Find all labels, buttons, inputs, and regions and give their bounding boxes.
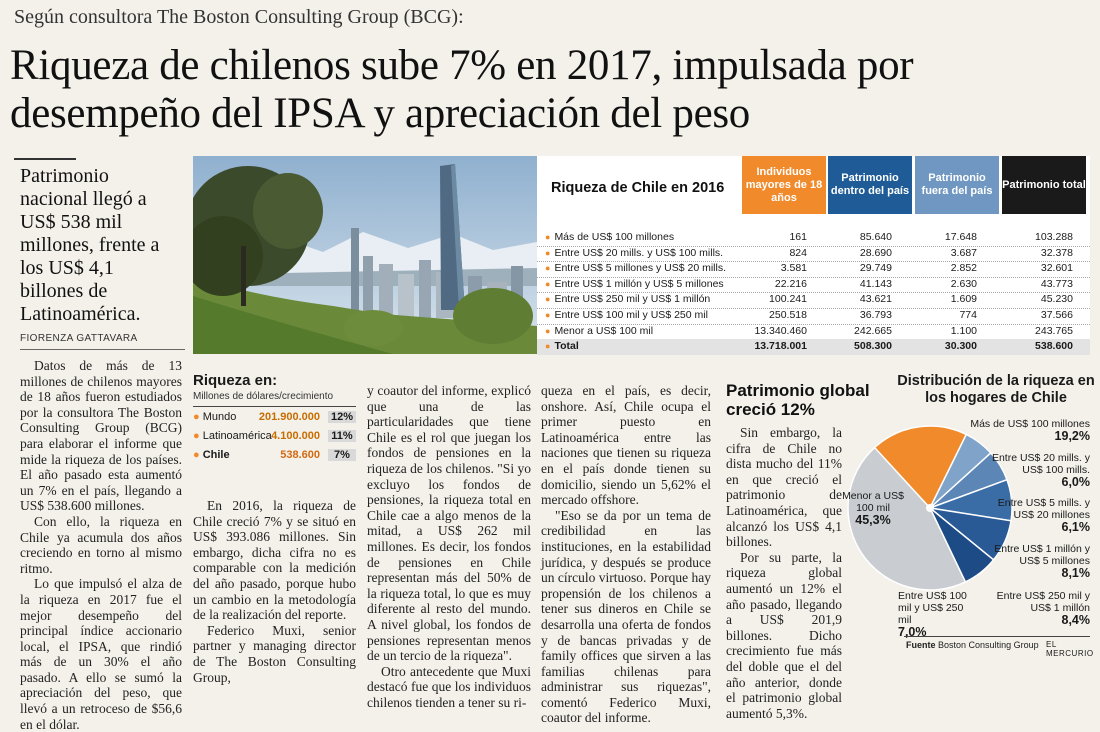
col5-paragraph: Por su parte, la riqueza global aumentó un 12% el año pasado, llegando a US$ 201,9 billones. Dicho crecimiento fue más del doble que el del año anterior, donde el patrimonio global aumentó 5,3%. <box>726 549 842 721</box>
riqueza-name <box>193 430 272 442</box>
row-value: 3.687 <box>950 246 977 259</box>
pie-label <box>940 418 1090 443</box>
bullet-icon: ● <box>545 278 551 289</box>
col4-paragraph: queza en el país, es decir, onshore. Así, Chile ocupa el primer puesto en Latinoamérica entre las naciones que tienen su riqueza en el país donde tienen su domicilio, siendo un 5,62% el mercado offshore. <box>541 383 711 508</box>
newspaper-name: EL MERCURIO <box>1046 640 1094 658</box>
pie-label <box>985 452 1090 489</box>
pie-label-text: Entre US$ 5 mills. y US$ 20 millones <box>997 497 1090 521</box>
riqueza-row <box>193 430 356 447</box>
pie-label-value: 19,2% <box>1054 429 1090 443</box>
source-name: Boston Consulting Group <box>938 640 1039 650</box>
body-column-4 <box>541 383 711 726</box>
row-value: 508.300 <box>854 340 892 353</box>
table-row <box>537 277 1090 294</box>
row-value: 824 <box>789 246 807 259</box>
row-value: 28.690 <box>859 246 892 259</box>
row-value: 2.630 <box>950 277 977 290</box>
row-value: 250.518 <box>769 309 807 321</box>
row-value: 243.765 <box>1035 324 1073 337</box>
riqueza-name-text: Mundo <box>202 411 237 423</box>
table-row <box>537 292 1090 309</box>
row-label <box>545 278 724 290</box>
pie-label-value: 45,3% <box>855 513 891 527</box>
pie-title: Distribución de la riqueza en los hogares de Chile <box>897 373 1095 406</box>
wealth-table <box>537 156 1090 354</box>
col1-paragraph: Con ello, la riqueza en Chile ya acumula dos años creciendo en torno al mismo ritmo. <box>20 513 182 576</box>
row-label-text: Menor a US$ 100 mil <box>554 324 654 337</box>
row-value: 45.230 <box>1040 293 1073 306</box>
riqueza-value: 201.900.000 <box>258 411 320 423</box>
riqueza-name-text: Chile <box>202 449 230 461</box>
row-value: 774 <box>959 309 977 321</box>
row-label <box>545 231 674 243</box>
row-value: 85.640 <box>859 231 892 243</box>
row-label <box>545 293 710 305</box>
row-value: 2.852 <box>950 262 977 275</box>
col3-paragraph: y coautor del informe, explicó que una de las particularidades que tiene Chile es el rol que juegan los fondos de pensiones en la riqueza de los chilenos. "Si yo excluyo los fondos de pensiones, la riqueza total en Chile cae a algo menos de la mitad, a US$ 262 mil millones. Es decir, los fondos de pensiones en Chile representan más del 50% de la riqueza total, lo que es muy diferente al resto del mundo. A nivel global, los fondos de pensiones representan menos de un tercio de la riqueza". <box>367 383 531 664</box>
row-value: 30.300 <box>944 340 977 353</box>
santiago-skyline-photo <box>193 156 537 354</box>
row-label <box>545 262 726 274</box>
bullet-icon: ● <box>193 411 203 423</box>
pie-label-value: 7,0% <box>898 625 927 639</box>
row-label-text: Entre US$ 5 millones y US$ 20 mills. <box>554 262 727 275</box>
row-value: 538.600 <box>1035 340 1073 353</box>
riqueza-row <box>193 411 356 428</box>
row-value: 32.601 <box>1040 262 1073 275</box>
col3-paragraph: Otro antecedente que Muxi destacó fue que los individuos chilenos tienden a tener su ri- <box>367 663 531 710</box>
row-value: 29.749 <box>859 262 892 275</box>
footer-rule <box>904 636 1090 637</box>
row-label <box>545 309 708 321</box>
body-column-3 <box>367 383 531 710</box>
row-label-text: Entre US$ 100 mil y US$ 250 mil <box>554 309 708 321</box>
table-title: Riqueza de Chile en 2016 <box>551 180 725 196</box>
row-label <box>545 340 579 352</box>
body-column-2 <box>193 498 356 685</box>
table-header: Patrimonio total <box>1002 156 1086 214</box>
table-header: Patrimonio dentro del país <box>828 156 912 214</box>
row-value: 22.216 <box>774 277 807 290</box>
pie-label-text: Entre US$ 100 mil y US$ 250 mil <box>898 590 967 626</box>
bullet-icon: ● <box>545 341 551 352</box>
row-value: 13.340.460 <box>754 324 807 337</box>
col1-paragraph: Datos de más de 13 millones de chilenos mayores de 18 años fueron estudiados por la consultora The Boston Consulting Group (BCG) para elaborar el informe que mide la riqueza de los países. El año pasado esta aumentó un 7% en el país, llegando a US$ 538.600 millones. <box>20 358 182 514</box>
row-value: 32.378 <box>1040 246 1073 259</box>
pie-label-text: Entre US$ 20 mills. y US$ 100 mills. <box>991 452 1090 476</box>
bullet-icon: ● <box>193 430 203 442</box>
table-row <box>537 261 1090 278</box>
table-row <box>537 324 1090 341</box>
riqueza-growth: 12% <box>328 411 356 423</box>
section-title: Patrimonio global creció 12% <box>726 381 870 419</box>
riqueza-box-subtitle: Millones de dólares/crecimiento <box>193 391 356 407</box>
riqueza-box <box>193 372 356 466</box>
riqueza-value: 538.600 <box>280 449 320 461</box>
bullet-icon: ● <box>545 325 551 336</box>
row-value: 36.793 <box>859 309 892 321</box>
bullet-icon: ● <box>545 232 551 242</box>
bullet-icon: ● <box>193 449 203 461</box>
row-value: 13.718.001 <box>754 340 807 353</box>
table-total-row <box>537 339 1090 355</box>
bullet-icon: ● <box>545 310 551 320</box>
body-column-5 <box>726 425 842 721</box>
row-value: 1.100 <box>950 324 977 337</box>
row-label <box>545 247 723 259</box>
riqueza-name <box>193 449 230 461</box>
bullet-icon: ● <box>545 263 551 274</box>
pie-label-text: Entre US$ 250 mil y US$ 1 millón <box>996 590 1090 614</box>
row-value: 37.566 <box>1040 309 1073 321</box>
row-value: 242.665 <box>854 324 892 337</box>
row-value: 161 <box>789 231 807 243</box>
source-label: Fuente <box>906 640 936 650</box>
riqueza-box-title: Riqueza en: <box>193 372 278 389</box>
pie-label-value: 8,4% <box>1061 613 1090 627</box>
byline-rule <box>20 349 185 350</box>
row-label-text: Más de US$ 100 millones <box>554 231 675 243</box>
col4-paragraph: "Eso se da por un tema de credibilidad en las instituciones, en la estabilidad jurídica, y después se produce un círculo virtuoso. Porque hay propensión de los chilenos a tener sus dineros en Chile se desarrolla una oferta de fondos y de bancas privadas y de family offices que sirven a las familias chilenas para administrar sus riquezas", comentó Federico Muxi, coautor del informe. <box>541 507 711 726</box>
riqueza-growth: 11% <box>328 430 356 442</box>
pie-label-value: 8,1% <box>1061 566 1090 580</box>
pie-label <box>985 590 1090 627</box>
pie-label <box>985 543 1090 580</box>
headline: Riqueza de chilenos sube 7% en 2017, impulsada por desempeño del IPSA y apreciación del peso <box>10 42 914 137</box>
bullet-icon: ● <box>545 247 551 258</box>
table-row <box>537 246 1090 263</box>
pie-label-text: Entre US$ 1 millón y US$ 5 millones <box>994 543 1090 567</box>
pie-label-value: 6,0% <box>1061 475 1090 489</box>
row-label-text: Entre US$ 1 millón y US$ 5 millones <box>554 277 724 290</box>
byline: FIORENZA GATTAVARA <box>20 333 138 344</box>
row-value: 1.609 <box>950 293 977 306</box>
pie-center <box>926 504 934 512</box>
lead-rule <box>14 158 76 160</box>
col5-paragraph: Sin embargo, la cifra de Chile no dista mucho del 11% en que creció el patrimonio de Latinoamérica, que alcanzó los US$ 4,1 billones. <box>726 425 842 550</box>
pie-label <box>840 490 906 527</box>
row-value: 43.621 <box>859 293 892 306</box>
row-label-text: Entre US$ 20 mills. y US$ 100 mills. <box>554 246 724 259</box>
row-value: 43.773 <box>1040 277 1073 290</box>
row-value: 17.648 <box>944 231 977 243</box>
row-value: 3.581 <box>780 262 807 275</box>
riqueza-value: 4.100.000 <box>271 430 320 442</box>
riqueza-name-text: Latinoamérica <box>202 430 272 442</box>
row-value: 100.241 <box>769 293 807 306</box>
body-column-1 <box>20 358 182 732</box>
row-label-text: Entre US$ 250 mil y US$ 1 millón <box>554 293 711 306</box>
bullet-icon: ● <box>545 294 551 305</box>
table-header: Individuos mayores de 18 años <box>742 156 826 214</box>
col2-paragraph: En 2016, la riqueza de Chile creció 7% y se situó en US$ 393.086 millones. Sin embargo, dicha cifra no es comparable con la medición del año pasado, porque hubo un cambio en la metodología de la realización del reporte. <box>193 498 356 623</box>
table-row <box>537 308 1090 325</box>
row-value: 41.143 <box>859 277 892 290</box>
row-label-text: Total <box>554 340 579 353</box>
source-note <box>906 640 1039 650</box>
row-value: 103.288 <box>1035 231 1073 243</box>
kicker: Según consultora The Boston Consulting Group (BCG): <box>14 6 464 28</box>
col1-paragraph: Lo que impulsó el alza de la riqueza en 2017 fue el mejor desempeño del principal índice accionario local, el IPSA, que rindió más de un 30% el año pasado. A ello se sumó la apreciación del peso, que llevó a un retroceso de $56,6 en el dólar. <box>20 576 182 732</box>
pie-label-value: 6,1% <box>1061 520 1090 534</box>
table-row <box>537 230 1090 247</box>
col2-paragraph: Federico Muxi, senior partner y managing director de The Boston Consulting Group, <box>193 622 356 685</box>
table-header: Patrimonio fuera del país <box>915 156 999 214</box>
lead: Patrimonio nacional llegó a US$ 538 mil millones, frente a los US$ 4,1 billones de Latinoamérica. <box>20 165 160 325</box>
pie-label-text: Más de US$ 100 millones <box>970 418 1090 430</box>
pie-label <box>898 590 978 639</box>
riqueza-growth: 7% <box>328 449 356 461</box>
pie-label <box>985 497 1090 534</box>
riqueza-name <box>193 411 236 423</box>
riqueza-row <box>193 449 356 466</box>
pie-label-text: Menor a US$ 100 mil <box>842 490 904 514</box>
row-label <box>545 325 653 337</box>
